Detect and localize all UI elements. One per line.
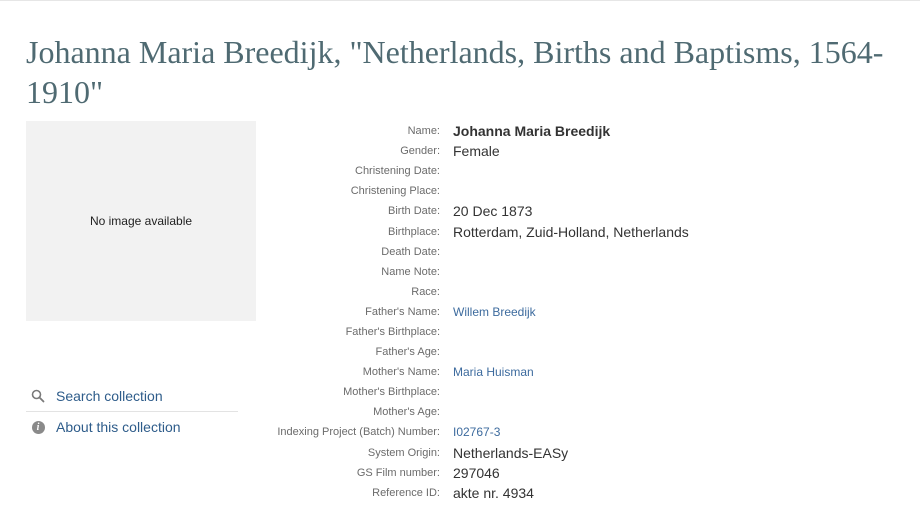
detail-label: Father's Age: — [375, 346, 440, 359]
detail-label: Christening Place: — [350, 185, 440, 198]
sidebar-divider — [26, 411, 238, 412]
detail-row — [260, 443, 689, 463]
detail-row — [260, 382, 689, 402]
no-image-text: No image available — [89, 214, 193, 228]
detail-value: 297046 — [453, 464, 500, 481]
detail-label: Father's Name: — [365, 305, 440, 318]
detail-label: Name: — [407, 125, 440, 138]
detail-row — [260, 302, 689, 322]
detail-value: Netherlands-EASy — [453, 444, 569, 461]
detail-row — [260, 463, 689, 483]
detail-row — [260, 422, 689, 442]
record-details — [260, 121, 689, 503]
detail-row — [260, 322, 689, 342]
detail-label: Name Note: — [381, 265, 440, 278]
detail-value: Female — [453, 143, 500, 160]
detail-value: Johanna Maria Breedijk — [453, 123, 611, 140]
info-icon: i — [30, 419, 46, 435]
top-border — [0, 0, 920, 1]
detail-row — [260, 242, 689, 262]
detail-value: akte nr. 4934 — [453, 484, 534, 501]
detail-label: Death Date: — [381, 245, 440, 258]
detail-label: System Origin: — [367, 446, 440, 459]
detail-row — [260, 262, 689, 282]
detail-label: Indexing Project (Batch) Number: — [277, 426, 440, 439]
detail-label: Birthplace: — [388, 225, 440, 238]
detail-row — [260, 362, 689, 382]
detail-value: 20 Dec 1873 — [453, 203, 533, 220]
detail-value-link[interactable]: Maria Huisman — [453, 365, 534, 380]
detail-row — [260, 483, 689, 503]
detail-value: Rotterdam, Zuid-Holland, Netherlands — [453, 223, 689, 240]
detail-row — [260, 181, 689, 201]
detail-label: Mother's Age: — [373, 406, 440, 419]
detail-label: Reference ID: — [372, 486, 440, 499]
detail-label: Mother's Name: — [362, 366, 440, 379]
detail-row — [260, 161, 689, 181]
detail-row — [260, 201, 689, 221]
detail-value-link[interactable]: I02767-3 — [453, 425, 501, 440]
detail-label: Birth Date: — [388, 205, 440, 218]
detail-label: Gender: — [400, 145, 440, 158]
about-collection-label: About this collection — [56, 419, 181, 435]
search-collection-label: Search collection — [56, 388, 163, 404]
detail-row — [260, 282, 689, 302]
detail-row — [260, 221, 689, 241]
detail-row — [260, 121, 689, 141]
detail-row — [260, 141, 689, 161]
page-title: Johanna Maria Breedijk, "Netherlands, Births and Baptisms, 1564-1910" — [26, 34, 884, 110]
detail-label: Father's Birthplace: — [345, 325, 440, 338]
detail-row — [260, 342, 689, 362]
search-collection-link[interactable] — [26, 382, 238, 410]
detail-row — [260, 402, 689, 422]
record-image-placeholder — [26, 121, 256, 321]
search-icon — [30, 388, 46, 404]
detail-label: Race: — [411, 285, 440, 298]
detail-value-link[interactable]: Willem Breedijk — [453, 304, 536, 319]
detail-label: Mother's Birthplace: — [343, 386, 440, 399]
about-collection-link[interactable] — [26, 413, 238, 441]
detail-label: Christening Date: — [355, 165, 440, 178]
detail-label: GS Film number: — [356, 466, 440, 479]
